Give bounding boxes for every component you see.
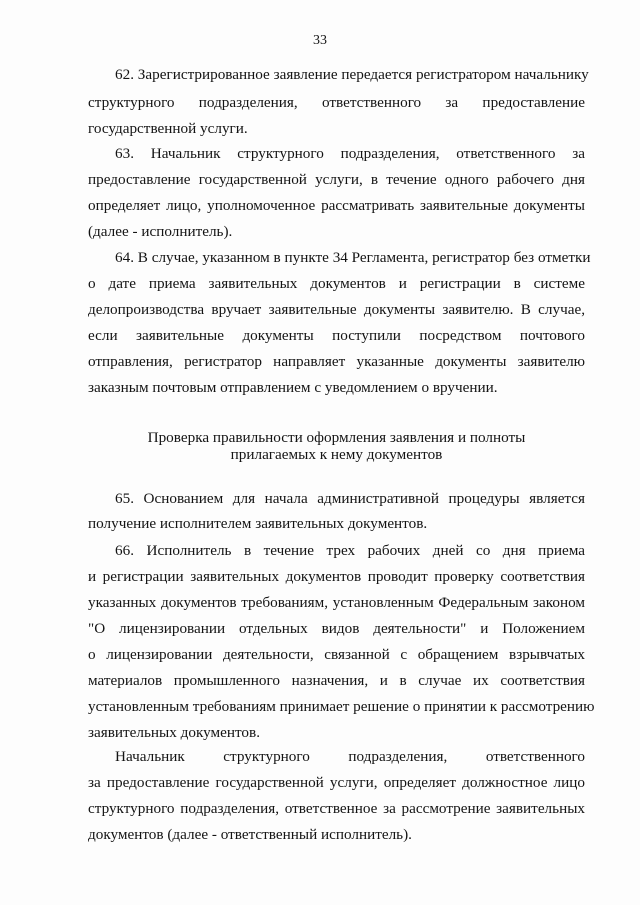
paragraph-63-line-3: определяет лицо, уполномоченное рассматривать заявительные документы: [88, 197, 585, 214]
paragraph-66-line-3: указанных документов требованиям, установленным Федеральным законом: [88, 594, 585, 611]
paragraph-62-line-1: 62. Зарегистрированное заявление передается регистратором начальнику: [115, 66, 589, 83]
paragraph-65-line-2: получение исполнителем заявительных документов.: [88, 515, 428, 532]
section-heading-line-1: Проверка правильности оформления заявления и полноты: [147, 429, 526, 446]
paragraph-62-line-3: государственной услуги.: [88, 120, 248, 137]
paragraph-63-line-2: предоставление государственной услуги, в течение одного рабочего дня: [88, 171, 585, 188]
paragraph-67-line-1: Начальник структурного подразделения, ответственного: [115, 748, 585, 765]
paragraph-65-line-1: 65. Основанием для начала административной процедуры является: [115, 490, 585, 507]
paragraph-64-line-6: заказным почтовым отправлением с уведомлением о вручении.: [88, 379, 498, 396]
paragraph-66-line-6: материалов промышленного назначения, и в случае их соответствия: [88, 672, 585, 689]
paragraph-63-line-1: 63. Начальник структурного подразделения, ответственного за: [115, 145, 585, 162]
paragraph-67-line-2: за предоставление государственной услуги, определяет должностное лицо: [88, 774, 585, 791]
paragraph-66-line-5: о лицензировании деятельности, связанной с обращением взрывчатых: [88, 646, 585, 663]
paragraph-66-line-4: "О лицензировании отдельных видов деятельности" и Положением: [88, 620, 585, 637]
paragraph-67-line-4: документов (далее - ответственный исполнитель).: [88, 826, 412, 843]
paragraph-66-line-1: 66. Исполнитель в течение трех рабочих дней со дня приема: [115, 542, 585, 559]
paragraph-64-line-2: о дате приема заявительных документов и регистрации в системе: [88, 275, 585, 292]
paragraph-66-line-8: заявительных документов.: [88, 724, 260, 741]
paragraph-66-line-2: и регистрации заявительных документов проводит проверку соответствия: [88, 568, 585, 585]
paragraph-64-line-5: отправления, регистратор направляет указанные документы заявителю: [88, 353, 585, 370]
paragraph-64-line-4: если заявительные документы поступили посредством почтового: [88, 327, 585, 344]
paragraph-64-line-1: 64. В случае, указанном в пункте 34 Регламента, регистратор без отметки: [115, 249, 591, 266]
paragraph-63-line-4: (далее - исполнитель).: [88, 223, 233, 240]
paragraph-62-line-2: структурного подразделения, ответственного за предоставление: [88, 94, 585, 111]
page-number: 33: [313, 33, 327, 48]
paragraph-67-line-3: структурного подразделения, ответственное за рассмотрение заявительных: [88, 800, 585, 817]
paragraph-64-line-3: делопроизводства вручает заявительные документы заявителю. В случае,: [88, 301, 585, 318]
paragraph-66-line-7: установленным требованиям принимает решение о принятии к рассмотрению: [88, 698, 595, 715]
section-heading-line-2: прилагаемых к нему документов: [230, 446, 443, 463]
